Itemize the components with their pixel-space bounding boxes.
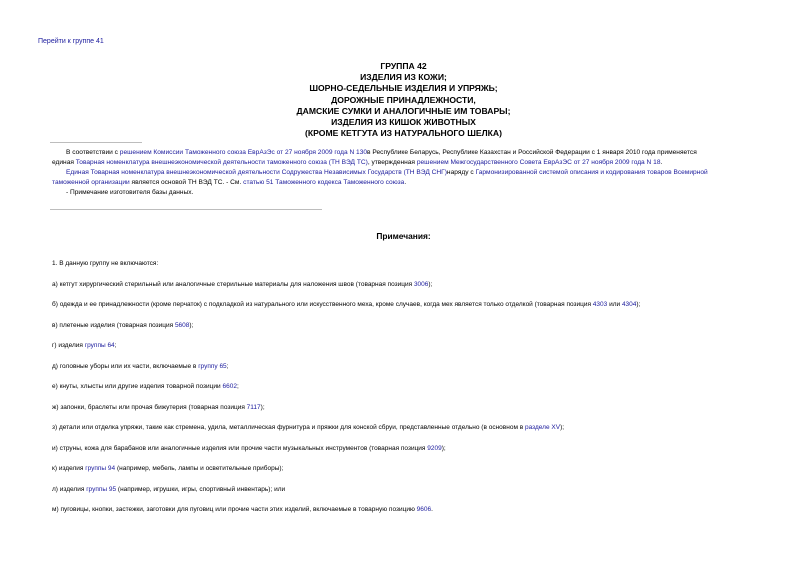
title-line: ИЗДЕЛИЯ ИЗ КИШОК ЖИВОТНЫХ (331, 117, 476, 128)
list-item (52, 382, 792, 403)
intro-text: является основой ТН ВЭД ТС. - См. (129, 179, 244, 186)
list-item (52, 444, 792, 465)
item-text: б) одежда и ее принадлежности (кроме перчаток) с подкладкой из натурального или искусственного меха, кроме случаев, когда мех является только отделкой (товарная позиция (52, 301, 593, 308)
group-title (0, 61, 807, 139)
notes-list (52, 259, 792, 526)
intro-paragraph (52, 178, 772, 188)
heading-link-9606[interactable]: 9606 (416, 506, 432, 513)
item-text: (например, игрушки, игры, спортивный инвентарь); или (116, 485, 286, 493)
item-text: е) кнуты, хлысты или другие изделия товарной позиции (52, 383, 223, 390)
group-link-64[interactable]: группы 64 (84, 342, 115, 349)
list-item (52, 403, 792, 424)
intro-text: в Республике Беларусь, Республике Казахстан и Российской Федерации с 1 января 2010 года применяется (367, 149, 697, 156)
item-text: ); (189, 321, 194, 329)
item-text: а) кетгут хирургический стерильный или аналогичные стерильные материалы для наложения швов (товарная позиция (52, 280, 414, 288)
divider (50, 209, 322, 210)
intro-text: . (404, 179, 407, 186)
list-item (52, 300, 792, 321)
intro-text: единая (52, 159, 76, 166)
council-decision-link[interactable]: решением Межгосударственного Совета ЕврАзЭС от 27 ноября 2009 года N 18 (416, 159, 661, 166)
item-text: л) изделия (52, 485, 87, 493)
item-text: з) детали или отделка упряжи, такие как стремена, удила, металлическая фурнитура и пряжки для конской сбруи, представленные отдельно (в основном в (52, 424, 525, 431)
heading-link-7117[interactable]: 7117 (246, 403, 261, 411)
title-line: ИЗДЕЛИЯ ИЗ КОЖИ; (360, 72, 447, 83)
intro-text: наряду с (446, 169, 476, 176)
item-text: (например, мебель, лампы и осветительные приборы); (115, 465, 284, 472)
commission-decision-link[interactable]: решением Комиссии Таможенного союза ЕврАзЭс от 27 ноября 2009 года N 130 (119, 149, 368, 156)
heading-link-5608[interactable]: 5608 (174, 321, 190, 329)
list-item (52, 321, 792, 342)
item-text: и) струны, кожа для барабанов или аналогичные изделия или прочие части музыкальных инструментов (товарная позиция (52, 444, 428, 452)
item-text: ; (114, 342, 117, 349)
list-item (52, 423, 792, 444)
item-text: к) изделия (52, 465, 86, 472)
customs-organization-link[interactable]: таможенной организации (52, 179, 130, 186)
title-line: ШОРНО-СЕДЕЛЬНЫЕ ИЗДЕЛИЯ И УПРЯЖЬ; (309, 83, 498, 94)
tn-ved-sng-link[interactable]: Единая Товарная номенклатура внешнеэкономической деятельности Содружества Независимых Государств (ТН ВЭД СНГ) (66, 169, 447, 176)
heading-link-3006[interactable]: 3006 (413, 280, 429, 288)
item-text: ); (441, 444, 446, 452)
item-text: д) головные уборы или их части, включаемые в (52, 362, 199, 370)
title-line: ДАМСКИЕ СУМКИ И АНАЛОГИЧНЫЕ ИМ ТОВАРЫ; (296, 105, 511, 116)
item-text: ; (236, 383, 239, 390)
notes-heading: Примечания: (376, 231, 431, 241)
item-text: ); (260, 403, 265, 411)
heading-link-9209[interactable]: 9209 (427, 444, 442, 452)
list-item (52, 259, 792, 280)
title-line: ДОРОЖНЫЕ ПРИНАДЛЕЖНОСТИ, (331, 94, 476, 105)
item-text: . (431, 506, 433, 513)
item-text: ж) запонки, браслеты или прочая бижутерия (товарная позиция (52, 403, 247, 411)
group-link-94[interactable]: группы 94 (85, 465, 116, 472)
item-text: г) изделия (52, 342, 85, 349)
item-text: ; (226, 362, 229, 370)
heading-link-4304[interactable]: 4304 (621, 301, 637, 308)
section-link-xv[interactable]: разделе XV (525, 424, 561, 431)
intro-text: . (660, 159, 663, 166)
item-text: 1. В данную группу не включаются: (52, 260, 159, 267)
item-text: ); (428, 280, 433, 288)
group-link-95[interactable]: группы 95 (86, 485, 117, 493)
list-item (52, 464, 792, 485)
divider (50, 142, 142, 143)
group-link-65[interactable]: группу 65 (198, 362, 227, 370)
title-line: (КРОМЕ КЕТГУТА ИЗ НАТУРАЛЬНОГО ШЕЛКА) (305, 128, 502, 139)
list-item (52, 341, 792, 362)
item-text: ); (636, 301, 641, 308)
tn-ved-ts-link[interactable]: Товарная номенклатура внешнеэкономической деятельности таможенного союза (ТН ВЭД ТС) (75, 159, 368, 166)
heading-link-4303[interactable]: 4303 (592, 301, 608, 308)
intro-text: В соответствии с (66, 149, 120, 156)
db-note: - Примечание изготовителя базы данных. (66, 189, 194, 196)
item-text: или (607, 301, 622, 308)
list-item (52, 362, 792, 383)
list-item (52, 485, 792, 506)
list-item (52, 505, 792, 526)
heading-link-6602[interactable]: 6602 (222, 383, 237, 390)
prev-group-link[interactable]: Перейти к группе 41 (38, 38, 104, 45)
list-item (52, 280, 792, 301)
title-line: ГРУППА 42 (380, 61, 427, 71)
intro-paragraph (52, 158, 772, 168)
item-text: м) пуговицы, кнопки, застежки, заготовки для пуговиц или прочие части этих изделий, включаемые в товарную позицию (52, 506, 417, 513)
intro-paragraph (52, 168, 772, 178)
customs-code-link[interactable]: статью 51 Таможенного кодекса Таможенного союза (243, 179, 405, 186)
intro-note (52, 148, 772, 198)
intro-paragraph (52, 148, 772, 158)
item-text: в) плетеные изделия (товарная позиция (52, 321, 175, 329)
item-text: ); (560, 424, 565, 431)
intro-text: , утвержденная (367, 159, 417, 166)
harmonized-system-link[interactable]: Гармонизированной системой описания и кодирования товаров Всемирной (475, 169, 708, 176)
